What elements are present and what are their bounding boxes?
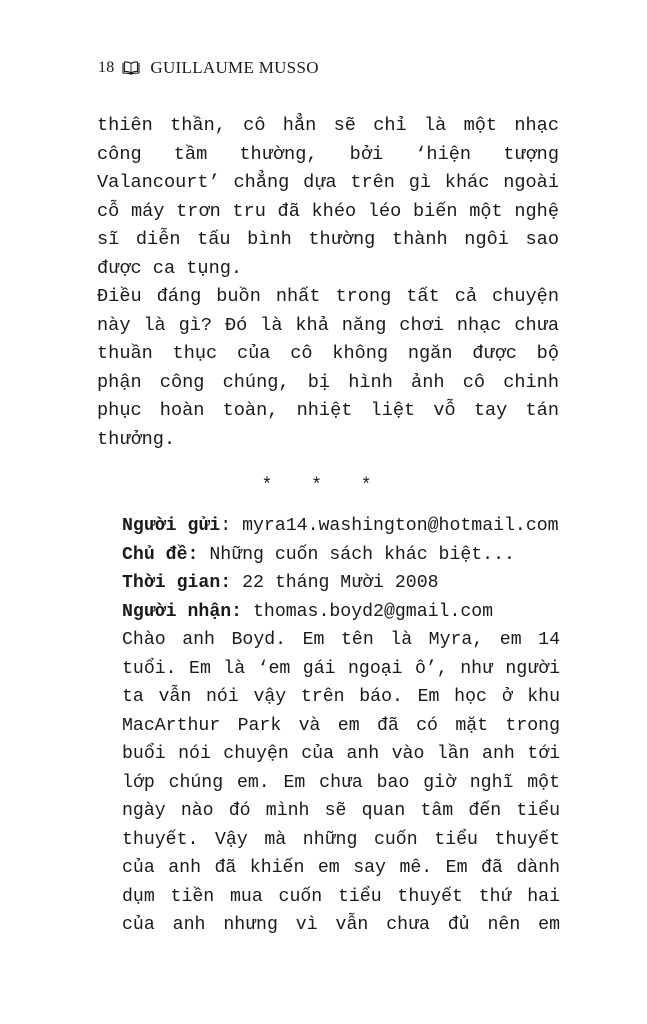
text-line: thuần thục của cô không ngăn được bộ bbox=[97, 343, 559, 364]
email-from-value: myra14.washington@hotmail.com bbox=[242, 516, 559, 536]
text-line: phận công chúng, bị hình ảnh cô chinh bbox=[97, 371, 559, 393]
text-line: thiên thần, cô hẳn sẽ chỉ là một nhạc bbox=[97, 115, 559, 136]
text-line: Điều đáng buồn nhất trong tất cả chuyện bbox=[97, 286, 559, 307]
email-from-row: Người gửi: myra14.washington@hotmail.com bbox=[122, 516, 559, 536]
email-body-line: buổi nói chuyện của anh vào lần anh tới bbox=[122, 744, 560, 764]
email-body-line: của anh nhưng vì vẫn chưa đủ nên em bbox=[122, 915, 560, 935]
email-body-line: thuyết. Vậy mà những cuốn tiểu thuyết bbox=[122, 829, 560, 850]
email-block bbox=[122, 512, 560, 940]
email-body-line: ta vẫn nói vậy trên báo. Em học ở khu bbox=[122, 687, 560, 707]
email-subject-label: Chủ đề: bbox=[122, 544, 199, 565]
paragraph-2 bbox=[97, 283, 559, 454]
email-body-line: Chào anh Boyd. Em tên là Myra, em 14 bbox=[122, 630, 560, 650]
email-body-line: MacArthur Park và em đã có mặt trong bbox=[122, 715, 560, 736]
author-name: GUILLAUME MUSSO bbox=[150, 58, 319, 77]
email-body bbox=[122, 626, 560, 940]
running-header bbox=[98, 58, 319, 78]
email-body-line: lớp chúng em. Em chưa bao giờ nghĩ một bbox=[122, 772, 560, 793]
text-line: phục hoàn toàn, nhiệt liệt vỗ tay tán bbox=[97, 400, 559, 421]
email-body-line: của anh đã khiến em say mê. Em đã dành bbox=[122, 858, 560, 878]
text-line: sĩ diễn tấu bình thường thành ngôi sao bbox=[97, 229, 559, 250]
paragraph-1 bbox=[97, 112, 559, 283]
email-from-label: Người gửi bbox=[122, 516, 221, 536]
text-line: công tầm thường, bởi ‘hiện tượng bbox=[97, 143, 559, 165]
page-number: 18 bbox=[98, 59, 115, 76]
email-time-row bbox=[122, 569, 560, 598]
email-time-value: 22 tháng Mười 2008 bbox=[242, 573, 439, 593]
email-body-line: dụm tiền mua cuốn tiểu thuyết thứ hai bbox=[122, 886, 560, 907]
email-to-value: thomas.boyd2@gmail.com bbox=[252, 601, 494, 622]
email-subject-row bbox=[122, 541, 560, 570]
text-line: được ca tụng. bbox=[97, 257, 243, 279]
text-line: cỗ máy trơn tru đã khéo léo biến một nghệ bbox=[97, 200, 559, 222]
open-book-icon bbox=[122, 61, 140, 75]
email-to-row bbox=[122, 598, 560, 627]
email-to-label: Người nhận: bbox=[122, 601, 243, 622]
email-subject-value: Những cuốn sách khác biệt... bbox=[209, 544, 515, 565]
text-line: Valancourt’ chẳng dựa trên gì khác ngoài bbox=[97, 172, 559, 193]
text-line: thưởng. bbox=[97, 428, 176, 450]
section-separator: * * * bbox=[261, 476, 386, 496]
text-line: này là gì? Đó là khả năng chơi nhạc chưa bbox=[97, 314, 559, 336]
email-body-line: ngày nào đó mình sẽ quan tâm đến tiểu bbox=[122, 801, 560, 821]
email-body-line: tuổi. Em là ‘em gái ngoại ô’, như người bbox=[122, 658, 560, 679]
email-time-label: Thời gian: bbox=[122, 573, 232, 593]
